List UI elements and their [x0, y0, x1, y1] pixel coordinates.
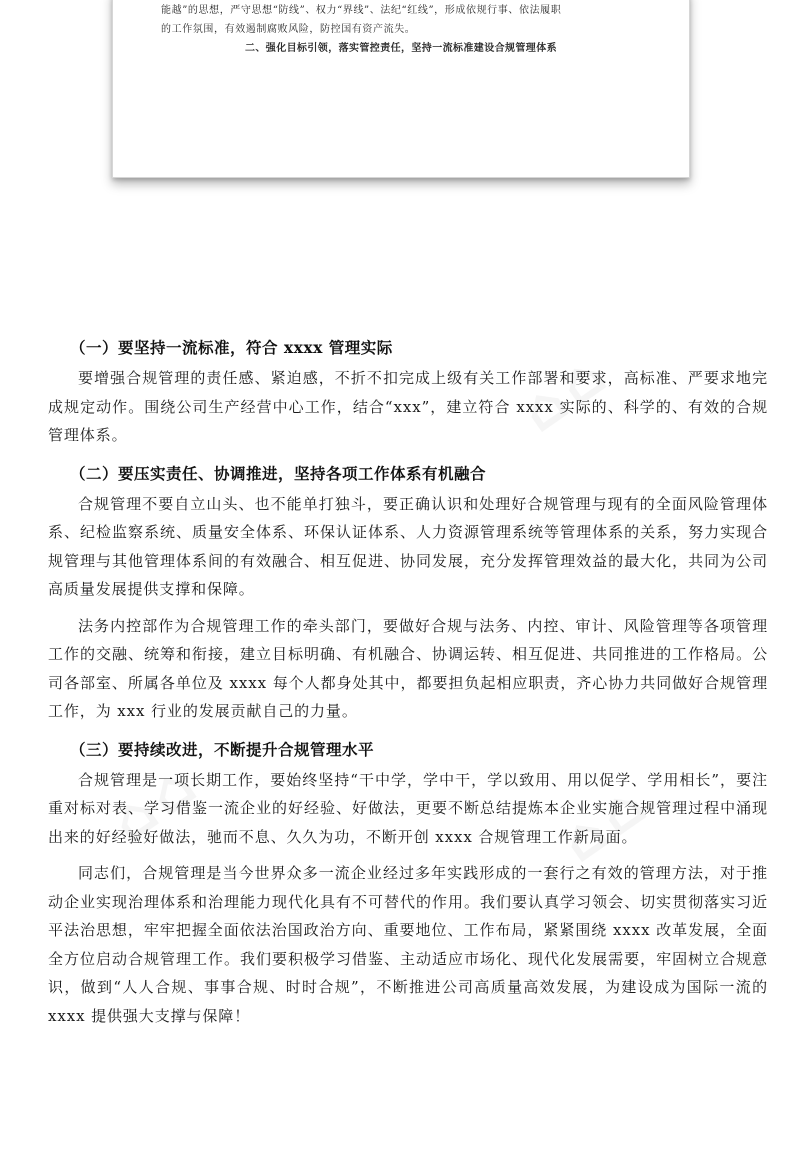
previous-page-heading: 二、强化目标引领，落实管控责任，坚持一流标准建设合规管理体系	[245, 43, 557, 54]
watermark-graphic: ⌂⌂	[99, 749, 213, 856]
paragraph: 法务内控部作为合规管理工作的牵头部门，要做好合规与法务、内控、审计、风险管理等各项管理工作的交融、统筹和衔接，建立目标明确、有机融合、协调运转、相互促进、共同推进的工作格局。公司各部室、所属各单位及 xxxx 每个人都身处其中，都要担负起相应职责，齐心协力共同做好合规管理工作，为 xxx 行业的发展贡献自己的力量。	[48, 616, 768, 720]
previous-page-card	[112, 0, 690, 178]
paragraph: 合规管理不要自立山头、也不能单打独斗，要正确认识和处理好合规管理与现有的全面风险管理体系、纪检监察系统、质量安全体系、环保认证体系、人力资源管理系统等管理体系的关系，努力实现合规管理与其他管理体系间的有效融合、相互促进、协同发展，充分发挥管理效益的最大化，共同为公司高质量发展提供支撑和保障。	[48, 494, 768, 598]
previous-page-line: 能越”的思想，严守思想“防线”、权力“界线”、法纪“红线”，形成依规行事、依法履职	[161, 5, 562, 16]
paragraph: 合规管理是一项长期工作，要始终坚持“干中学，学中干，学以致用、用以促学、学用相长”，要注重对标对表、学习借鉴一流企业的好经验、好做法，更要不断总结提炼本企业实施合规管理过程中涌现出来的好经验好做法，驰而不息、久久为功，不断开创 xxxx 合规管理工作新局面。	[48, 770, 768, 846]
watermark-graphic: ⌂⌂	[549, 769, 663, 876]
paragraph: 同志们，合规管理是当今世界众多一流企业经过多年实践形成的一套行之有效的管理方法，对于推动企业实现治理体系和治理能力现代化具有不可替代的作用。我们要认真学习领会、切实贯彻落实习近平法治思想，牢牢把握全面依法治国政治方向、重要地位、工作布局，紧紧围绕 xxxx 改革发展，全面全方位启动合规管理工作。我们要积极学习借鉴、主动适应市场化、现代化发展需要，牢固树立合规意识，做到“人人合规、事事合规、时时合规”，不断推进公司高质量高效发展，为建设成为国际一流的 xxxx 提供强大支撑与保障！	[48, 864, 768, 1025]
section-heading: （三）要持续改进，不断提升合规管理水平	[70, 739, 375, 759]
previous-page-text	[161, 1, 645, 39]
paragraph: 要增强合规管理的责任感、紧迫感，不折不扣完成上级有关工作部署和要求，高标准、严要求地完成规定动作。围绕公司生产经营中心工作，结合“xxx”，建立符合 xxxx 实际的、科学的、有效的合规管理体系。	[48, 369, 768, 444]
previous-page-line: 的工作氛围，有效遏制腐败风险，防控国有资产流失。	[161, 24, 416, 35]
section-heading: （一）要坚持一流标准，符合 xxxx 管理实际	[70, 338, 393, 357]
page-preview-zone	[0, 0, 800, 210]
section-heading: （二）要压实责任、协调推进，坚持各项工作体系有机融合	[70, 463, 487, 483]
watermark-graphic: ⌂⌂	[509, 339, 623, 446]
document-body	[48, 328, 768, 1038]
